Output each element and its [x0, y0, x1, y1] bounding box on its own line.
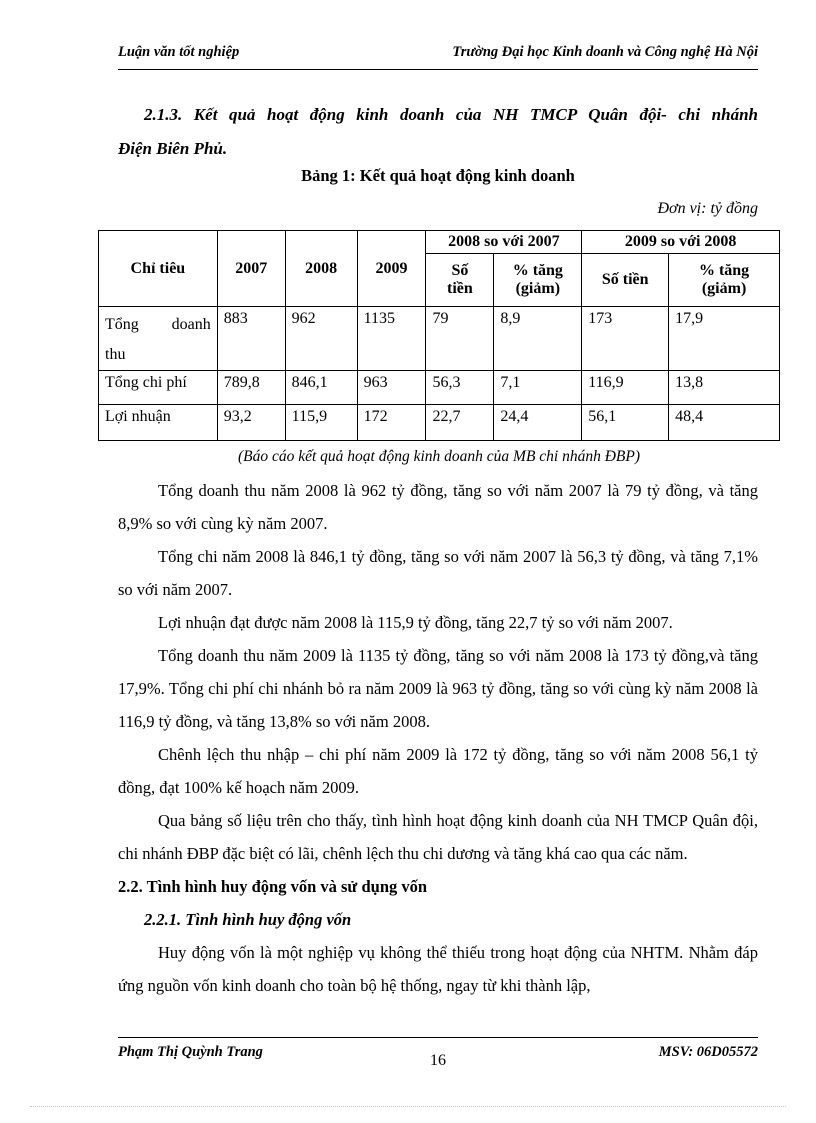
row-label: Lợi nhuận — [99, 405, 218, 441]
paragraph-capital-mobilization: Huy động vốn là một nghiệp vụ không thể thiếu trong hoạt động của NHTM. Nhằm đáp ứng nguồn vốn kinh doanh cho toàn bộ hệ thống, ngay từ khi thành lập, — [118, 943, 758, 995]
table-row — [99, 371, 780, 405]
row-label: Tổng chi phí — [99, 371, 218, 405]
header-pct-1-line2: (giảm) — [515, 280, 561, 297]
cell-2009: 1135 — [357, 307, 426, 371]
cell-pct-2: 17,9 — [669, 307, 780, 371]
cell-pct-1: 7,1 — [494, 371, 582, 405]
section-title-line1: 2.1.3. Kết quả hoạt động kinh doanh của NH TMCP Quân đội- chi nhánh — [144, 105, 758, 124]
footer-author: Phạm Thị Quỳnh Trang — [118, 1044, 263, 1060]
header-pct-2 — [669, 254, 780, 307]
row-label — [99, 307, 218, 371]
cell-2007: 883 — [217, 307, 285, 371]
footer-student-id: MSV: 06D05572 — [658, 1044, 758, 1060]
header-indicator: Chỉ tiêu — [99, 231, 218, 307]
page-number: 16 — [430, 1052, 446, 1069]
table-title: Bảng 1: Kết quả hoạt động kinh doanh — [301, 166, 575, 185]
cell-pct-2: 48,4 — [669, 405, 780, 441]
header-2007: 2007 — [217, 231, 285, 307]
heading-2-2: 2.2. Tình hình huy động vốn và sử dụng vốn — [118, 877, 428, 896]
header-pct-1-line1: % tăng — [512, 262, 563, 279]
header-2009: 2009 — [357, 231, 426, 307]
cell-2007: 93,2 — [217, 405, 285, 441]
header-group-2008-vs-2007: 2008 so với 2007 — [426, 231, 582, 254]
cell-pct-1: 24,4 — [494, 405, 582, 441]
heading-2-2-1: 2.2.1. Tình hình huy động vốn — [144, 910, 352, 929]
paragraph-revenue-2008: Tổng doanh thu năm 2008 là 962 tỷ đồng, tăng so với năm 2007 là 79 tỷ đồng, và tăng 8,9% so với cùng kỳ năm 2007. — [118, 481, 758, 533]
paragraph-profit-2008: Lợi nhuận đạt được năm 2008 là 115,9 tỷ đồng, tăng 22,7 tỷ so với năm 2007. — [158, 613, 673, 632]
header-pct-2-line2: (giảm) — [701, 280, 747, 297]
header-amount-1-line2: tiền — [447, 280, 473, 297]
header-2008: 2008 — [285, 231, 357, 307]
cell-2008: 846,1 — [285, 371, 357, 405]
cell-amount-2: 116,9 — [582, 371, 669, 405]
header-right: Trường Đại học Kinh doanh và Công nghệ Hà Nội — [452, 44, 758, 60]
cell-amount-1: 22,7 — [426, 405, 494, 441]
cell-amount-2: 173 — [582, 307, 669, 371]
row-label-line2: thu — [105, 346, 126, 363]
cell-pct-2: 13,8 — [669, 371, 780, 405]
section-title-line2: Điện Biên Phủ. — [118, 139, 228, 158]
header-amount-1-line1: Số — [451, 262, 469, 279]
table-row — [99, 307, 780, 371]
header-pct-1 — [494, 254, 582, 307]
cell-2009: 963 — [357, 371, 426, 405]
header-amount-2: Số tiền — [582, 254, 669, 307]
cell-amount-1: 79 — [426, 307, 494, 371]
paragraph-difference-2009: Chênh lệch thu nhập – chi phí năm 2009 là 172 tỷ đồng, tăng so với năm 2008 56,1 tỷ đồng, đạt 100% kế hoạch năm 2009. — [118, 745, 758, 797]
results-table — [98, 230, 780, 441]
page-header — [118, 44, 758, 61]
page-bottom-border — [30, 1106, 786, 1107]
cell-2009: 172 — [357, 405, 426, 441]
row-label-line1: Tổng doanh — [105, 316, 211, 333]
footer-rule — [118, 1037, 758, 1038]
header-left: Luận văn tốt nghiệp — [118, 44, 240, 60]
header-group-2009-vs-2008: 2009 so với 2008 — [582, 231, 780, 254]
cell-2008: 115,9 — [285, 405, 357, 441]
cell-2008: 962 — [285, 307, 357, 371]
header-pct-2-line1: % tăng — [698, 262, 750, 279]
paragraph-conclusion: Qua bảng số liệu trên cho thấy, tình hình hoạt động kinh doanh của NH TMCP Quân đội, chi nhánh ĐBP đặc biệt có lãi, chênh lệch thu chi dương và tăng khá cao qua các năm. — [118, 811, 758, 863]
header-rule — [118, 69, 758, 70]
paragraph-2009: Tổng doanh thu năm 2009 là 1135 tỷ đồng, tăng so với năm 2008 là 173 tỷ đồng,và tăng 17,9%. Tổng chi phí chi nhánh bỏ ra năm 2009 là 963 tỷ đồng, tăng so với cùng kỳ năm 2008 là 116,9 tỷ đồng, và tăng 13,8% so với năm 2008. — [118, 646, 758, 731]
section-title — [118, 98, 758, 166]
body-text — [118, 474, 758, 1002]
table-unit: Đơn vị: tỷ đồng — [657, 200, 758, 217]
header-amount-1 — [426, 254, 494, 307]
cell-amount-1: 56,3 — [426, 371, 494, 405]
table-caption: (Báo cáo kết quả hoạt động kinh doanh của MB chi nhánh ĐBP) — [237, 448, 641, 465]
paragraph-cost-2008: Tổng chi năm 2008 là 846,1 tỷ đồng, tăng so với năm 2007 là 56,3 tỷ đồng, và tăng 7,1% so với năm 2007. — [118, 547, 758, 599]
table-row — [99, 405, 780, 441]
cell-2007: 789,8 — [217, 371, 285, 405]
cell-amount-2: 56,1 — [582, 405, 669, 441]
cell-pct-1: 8,9 — [494, 307, 582, 371]
